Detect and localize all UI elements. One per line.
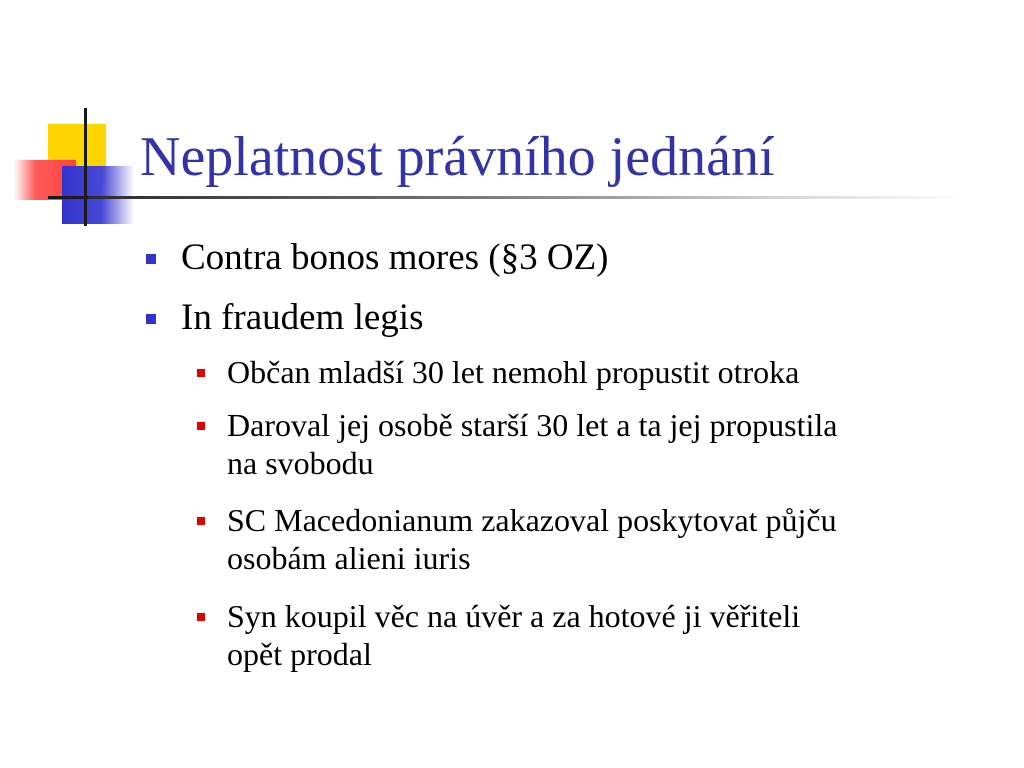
logo-vertical-line xyxy=(84,108,87,226)
sub-bullet-text: Syn koupil věc na úvěr a za hotové ji věřiteli xyxy=(227,598,801,634)
sub-bullet-item xyxy=(227,353,799,391)
sub-bullet-text: SC Macedonianum zakazoval poskytovat půjču xyxy=(227,502,837,538)
sub-bullet-item xyxy=(227,597,800,673)
slide-title: Neplatnost právního jednání xyxy=(140,126,775,188)
bullet-item xyxy=(181,296,423,340)
logo-blue-square xyxy=(62,166,134,224)
bullet-square-icon xyxy=(197,613,205,621)
sub-bullet-text: na svobodu xyxy=(227,445,374,481)
bullet-text: Contra bonos mores (§3 OZ) xyxy=(181,237,609,278)
sub-bullet-text: opět prodal xyxy=(227,636,372,672)
bullet-item xyxy=(181,236,609,280)
sub-bullet-text: Občan mladší 30 let nemohl propustit otroka xyxy=(227,354,800,390)
bullet-text: In fraudem legis xyxy=(181,297,424,338)
bullet-square-icon xyxy=(146,314,156,324)
title-underline xyxy=(88,196,968,199)
bullet-square-icon xyxy=(146,254,156,264)
bullet-square-icon xyxy=(197,369,205,377)
sub-bullet-text: Daroval jej osobě starší 30 let a ta jej propustila xyxy=(227,407,838,443)
sub-bullet-item xyxy=(227,406,838,482)
sub-bullet-item xyxy=(227,501,837,577)
bullet-square-icon xyxy=(197,517,205,525)
bullet-square-icon xyxy=(197,422,205,430)
sub-bullet-text: osobám alieni iuris xyxy=(227,540,471,576)
